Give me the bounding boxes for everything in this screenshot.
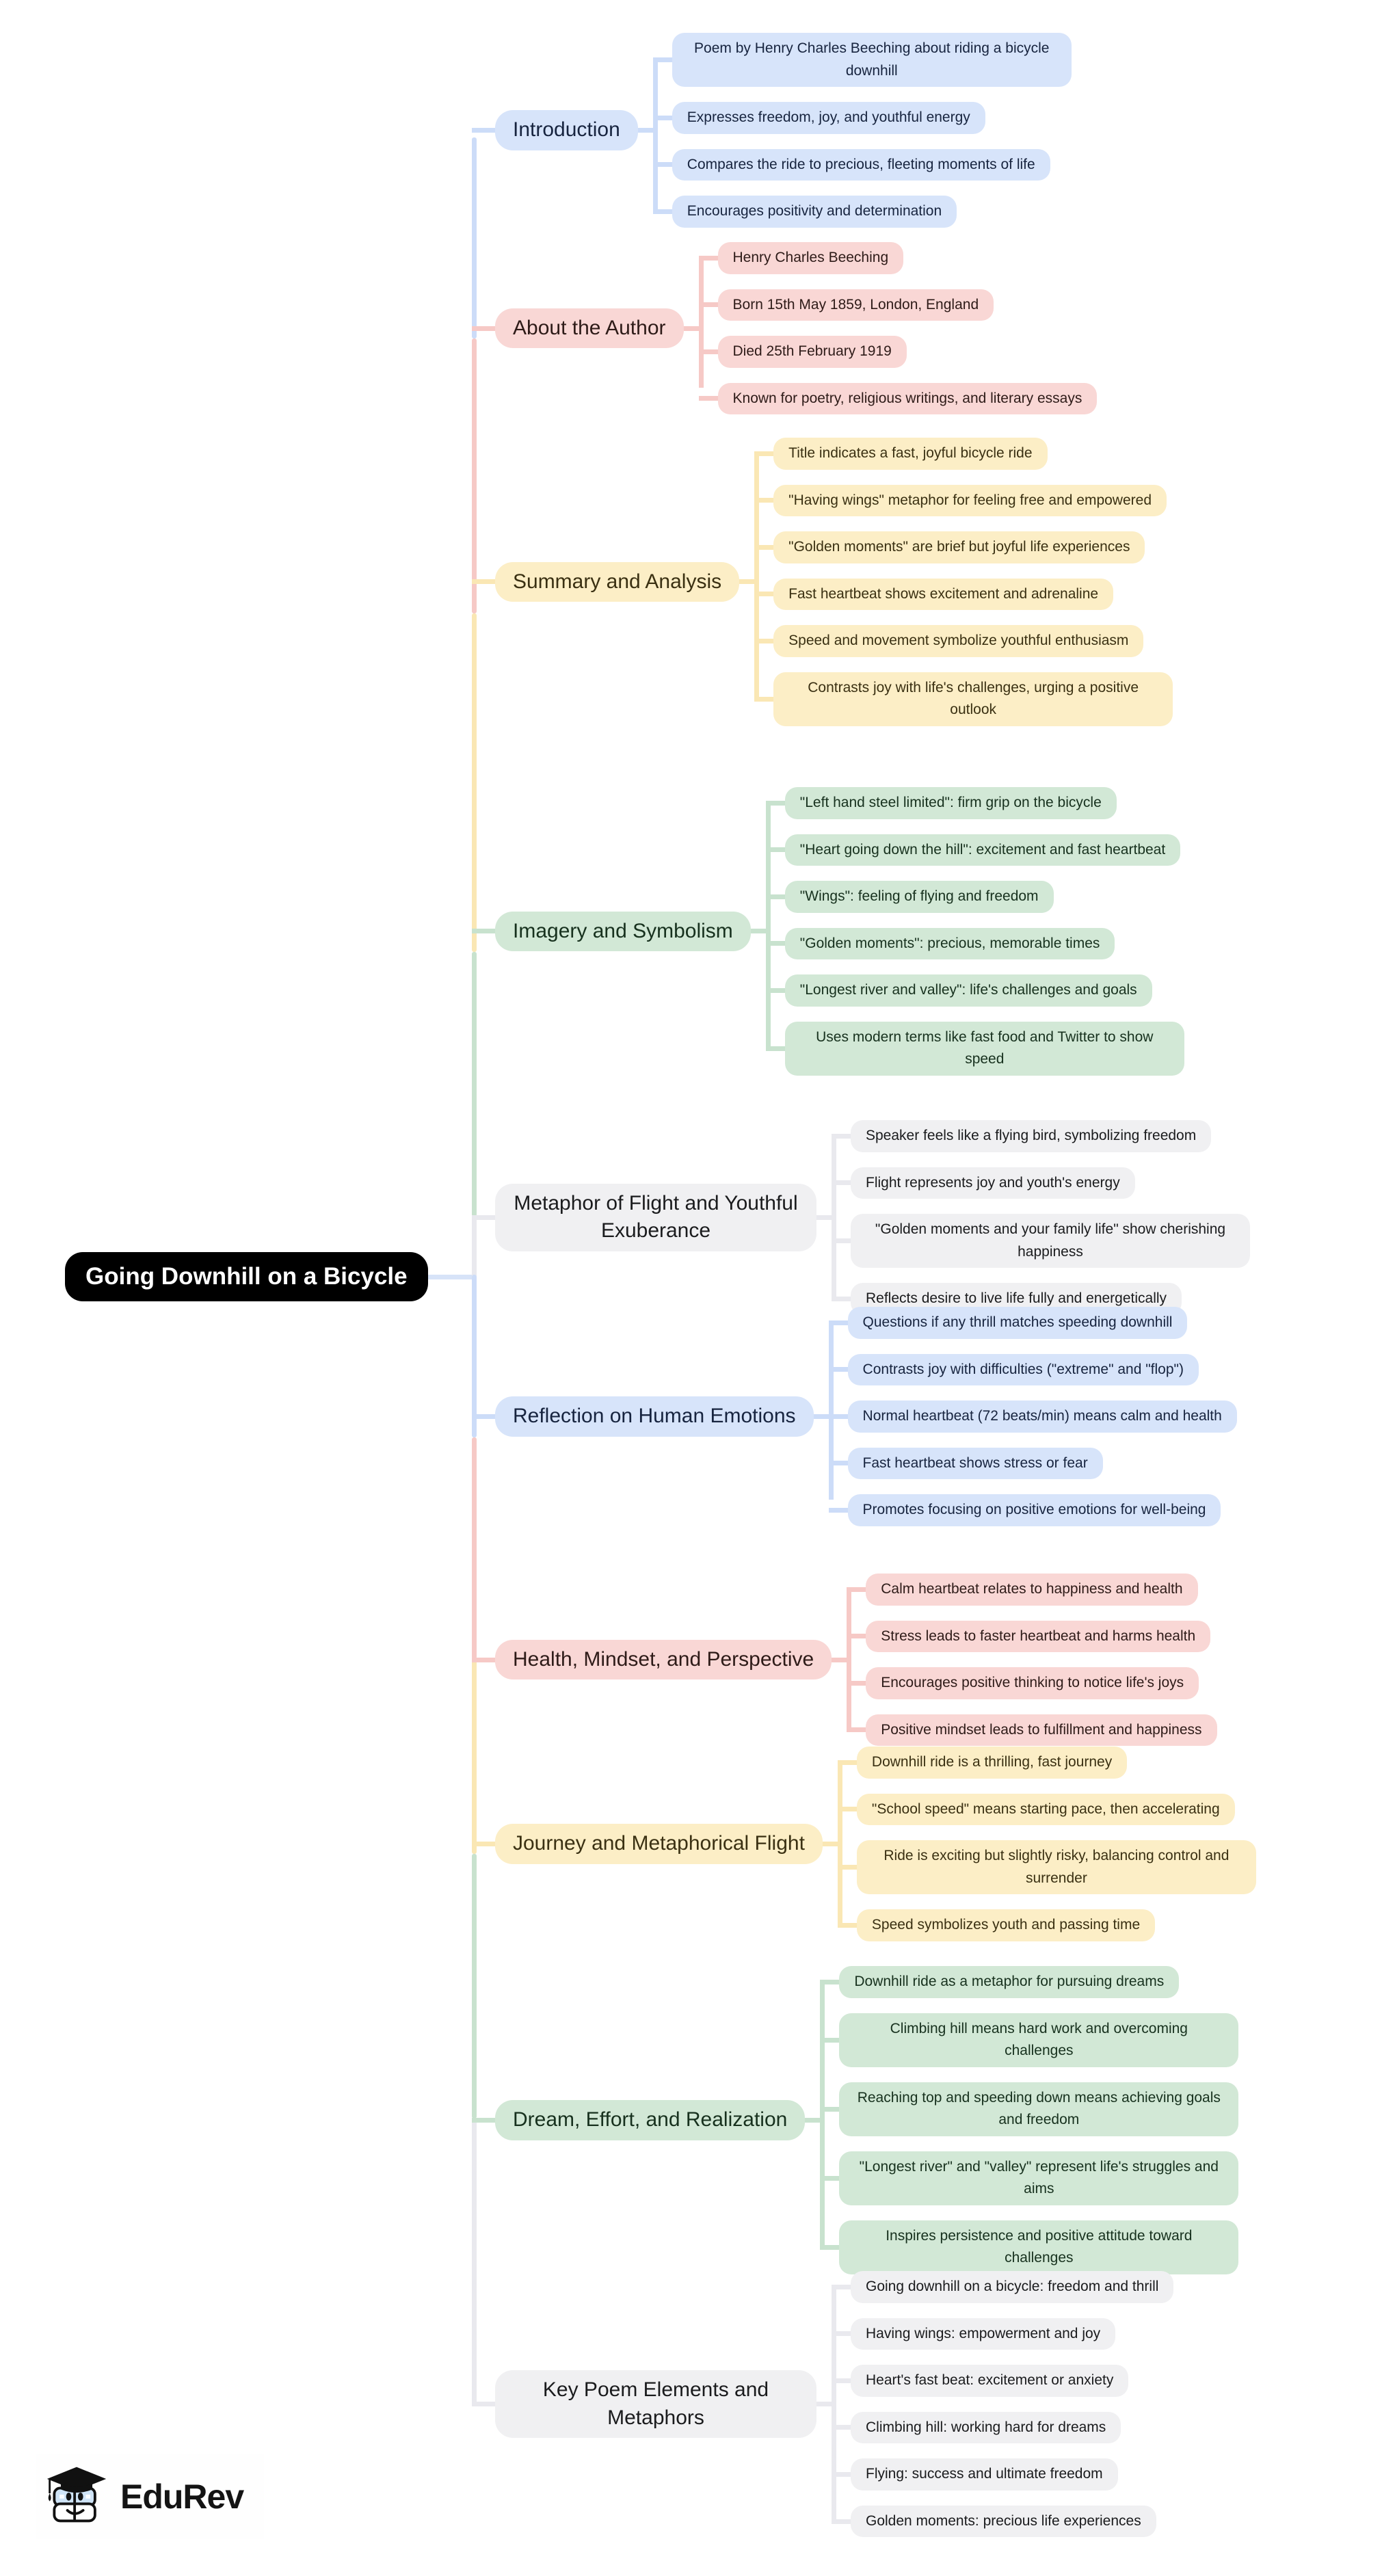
child-node[interactable]: Heart's fast beat: excitement or anxiety (851, 2365, 1128, 2397)
child-node[interactable]: Speed symbolizes youth and passing time (857, 1909, 1155, 1941)
branch-journey-and-metaphorical-flight (472, 1747, 1256, 1941)
child-node[interactable]: Reaching top and speeding down means achieving goals and freedom (839, 2082, 1238, 2136)
child-node[interactable]: Poem by Henry Charles Beeching about riding a bicycle downhill (672, 33, 1072, 87)
branch-children (839, 1966, 1238, 2274)
connector-line (472, 1658, 495, 1662)
child-node[interactable]: Climbing hill means hard work and overcoming challenges (839, 2013, 1238, 2067)
child-node[interactable]: Downhill ride is a thrilling, fast journey (857, 1747, 1127, 1779)
child-node[interactable]: Expresses freedom, joy, and youthful energy (672, 102, 985, 134)
edurev-logo[interactable] (36, 2454, 264, 2539)
branch-node-label[interactable]: About the Author (495, 308, 684, 349)
child-node[interactable]: Flight represents joy and youth's energy (851, 1167, 1135, 1199)
child-node[interactable]: Henry Charles Beeching (718, 242, 904, 274)
branch-key-poem-elements (472, 2271, 1173, 2537)
connector-line (472, 128, 495, 133)
connector-line (472, 2402, 495, 2406)
branch-reflection-on-human-emotions (472, 1307, 1237, 1526)
branch-node-label[interactable]: Introduction (495, 110, 638, 150)
child-node[interactable]: "Having wings" metaphor for feeling free and empowered (773, 485, 1167, 517)
branch-imagery-and-symbolism (472, 787, 1184, 1076)
connector-line (472, 929, 495, 933)
branch-children (785, 787, 1184, 1076)
branch-dream-effort-realization (472, 1966, 1238, 2274)
child-node[interactable]: Normal heartbeat (72 beats/min) means calm and health (848, 1400, 1237, 1433)
branch-children (851, 2271, 1173, 2537)
branch-introduction (472, 33, 1072, 228)
edurev-logo-text: EduRev (120, 2477, 244, 2516)
child-node[interactable]: Fast heartbeat shows excitement and adrenaline (773, 579, 1113, 611)
branch-health-mindset-perspective (472, 1574, 1217, 1746)
connector-line (472, 1842, 495, 1846)
branch-metaphor-of-flight (472, 1120, 1250, 1315)
child-node[interactable]: Ride is exciting but slightly risky, balancing control and surrender (857, 1840, 1256, 1894)
branch-children (848, 1307, 1237, 1526)
child-node[interactable]: Born 15th May 1859, London, England (718, 289, 994, 321)
child-node[interactable]: Calm heartbeat relates to happiness and health (866, 1574, 1197, 1606)
child-node[interactable]: Encourages positive thinking to notice life's joys (866, 1667, 1199, 1699)
child-node[interactable]: Going downhill on a bicycle: freedom and thrill (851, 2271, 1173, 2303)
branch-children (857, 1747, 1256, 1941)
child-node[interactable]: Inspires persistence and positive attitude toward challenges (839, 2220, 1238, 2274)
child-node[interactable]: "Heart going down the hill": excitement and fast heartbeat (785, 834, 1180, 866)
branch-node-label[interactable]: Metaphor of Flight and Youthful Exuberance (495, 1184, 816, 1251)
root-node[interactable]: Going Downhill on a Bicycle (65, 1252, 428, 1301)
connector-line (472, 1414, 495, 1419)
child-node[interactable]: "Golden moments": precious, memorable times (785, 928, 1115, 960)
branch-node-label[interactable]: Imagery and Symbolism (495, 912, 751, 952)
branch-node-label[interactable]: Dream, Effort, and Realization (495, 2100, 805, 2140)
child-node[interactable]: Title indicates a fast, joyful bicycle ride (773, 438, 1047, 470)
connector-line (472, 579, 495, 584)
child-node[interactable]: Speaker feels like a flying bird, symbolizing freedom (851, 1120, 1211, 1152)
child-node[interactable]: "Longest river and valley": life's challenges and goals (785, 974, 1152, 1007)
child-node[interactable]: Golden moments: precious life experiences (851, 2506, 1156, 2538)
branch-node-label[interactable]: Reflection on Human Emotions (495, 1396, 814, 1437)
child-node[interactable]: Downhill ride as a metaphor for pursuing dreams (839, 1966, 1179, 1998)
child-node[interactable]: Compares the ride to precious, fleeting moments of life (672, 149, 1050, 181)
branch-node-label[interactable]: Summary and Analysis (495, 562, 739, 602)
branch-about-the-author (472, 242, 1097, 414)
child-node[interactable]: Reflects desire to live life fully and energetically (851, 1283, 1182, 1315)
child-node[interactable]: "Golden moments" are brief but joyful life experiences (773, 531, 1145, 563)
child-node[interactable]: "Wings": feeling of flying and freedom (785, 881, 1054, 913)
child-node[interactable]: "School speed" means starting pace, then accelerating (857, 1794, 1235, 1826)
connector-line (472, 2118, 495, 2123)
branch-children (672, 33, 1072, 228)
edurev-mascot-icon (44, 2462, 109, 2531)
child-node[interactable]: Known for poetry, religious writings, and literary essays (718, 383, 1098, 415)
child-node[interactable]: Questions if any thrill matches speeding downhill (848, 1307, 1188, 1339)
child-node[interactable]: "Left hand steel limited": firm grip on the bicycle (785, 787, 1117, 819)
connector-line (472, 1215, 495, 1220)
branch-node-label[interactable]: Journey and Metaphorical Flight (495, 1824, 823, 1864)
branch-children (718, 242, 1098, 414)
child-node[interactable]: "Golden moments and your family life" show cherishing happiness (851, 1214, 1250, 1268)
branch-children (851, 1120, 1250, 1315)
child-node[interactable]: Stress leads to faster heartbeat and harms health (866, 1621, 1210, 1653)
child-node[interactable]: Fast heartbeat shows stress or fear (848, 1448, 1103, 1480)
child-node[interactable]: Uses modern terms like fast food and Twitter to show speed (785, 1022, 1184, 1076)
branch-children (773, 438, 1173, 726)
connector-line (472, 326, 495, 331)
child-node[interactable]: Positive mindset leads to fulfillment and happiness (866, 1714, 1217, 1747)
branch-node-label[interactable]: Key Poem Elements and Metaphors (495, 2370, 816, 2438)
child-node[interactable]: Having wings: empowerment and joy (851, 2318, 1115, 2350)
child-node[interactable]: Promotes focusing on positive emotions for well-being (848, 1494, 1221, 1526)
child-node[interactable]: Contrasts joy with difficulties ("extreme" and "flop") (848, 1354, 1199, 1386)
child-node[interactable]: Encourages positivity and determination (672, 196, 957, 228)
child-node[interactable]: Contrasts joy with life's challenges, urging a positive outlook (773, 672, 1173, 726)
branch-node-label[interactable]: Health, Mindset, and Perspective (495, 1640, 832, 1680)
child-node[interactable]: "Longest river" and "valley" represent life's struggles and aims (839, 2151, 1238, 2205)
branch-summary-and-analysis (472, 438, 1173, 726)
child-node[interactable]: Speed and movement symbolize youthful enthusiasm (773, 625, 1143, 657)
child-node[interactable]: Flying: success and ultimate freedom (851, 2458, 1118, 2491)
child-node[interactable]: Died 25th February 1919 (718, 336, 907, 368)
branch-children (866, 1574, 1217, 1746)
child-node[interactable]: Climbing hill: working hard for dreams (851, 2412, 1121, 2444)
